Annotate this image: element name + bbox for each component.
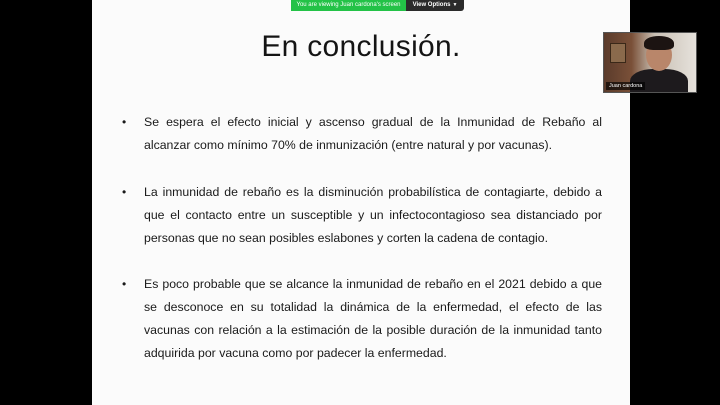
participant-name-label: Juan cardona	[606, 82, 645, 90]
video-person-hair	[644, 36, 674, 50]
screen-share-bar	[291, 0, 464, 11]
bullet-text: Es poco probable que se alcance la inmunidad de rebaño en el 2021 debido a que se desconoce en su totalidad la dinámica de la enfermedad, el efecto de las vacunas con relación a la estimación de la posible duración de la inmunidad tanto adquirida por vacuna como por padecer la enfermedad.	[144, 277, 602, 360]
shared-screen-slide	[92, 0, 630, 405]
participant-video-tile[interactable]	[603, 32, 697, 93]
bullet-item	[122, 181, 602, 250]
bullet-icon: •	[122, 185, 127, 199]
view-options-label: View Options	[412, 2, 451, 8]
bullet-text: La inmunidad de rebaño es la disminución probabilística de contagiarte, debido a que el contacto entre un susceptible y un infectocontagioso sea distanciado por personas que no sean posibles eslabones y corten la cadena de contagio.	[144, 185, 602, 245]
viewing-screen-banner: You are viewing Juan cardona's screen	[291, 0, 406, 11]
bullet-icon: •	[122, 115, 127, 129]
bullet-item	[122, 273, 602, 365]
view-options-button[interactable]	[406, 0, 464, 11]
bullet-text: Se espera el efecto inicial y ascenso gradual de la Inmunidad de Rebaño al alcanzar como mínimo 70% de inmunización (entre natural y por vacunas).	[144, 115, 602, 152]
video-wall-picture	[610, 43, 626, 63]
chevron-down-icon: ▼	[452, 2, 458, 8]
bullet-item	[122, 111, 602, 157]
slide-title: En conclusión.	[261, 30, 461, 63]
bullet-icon: •	[122, 277, 127, 291]
